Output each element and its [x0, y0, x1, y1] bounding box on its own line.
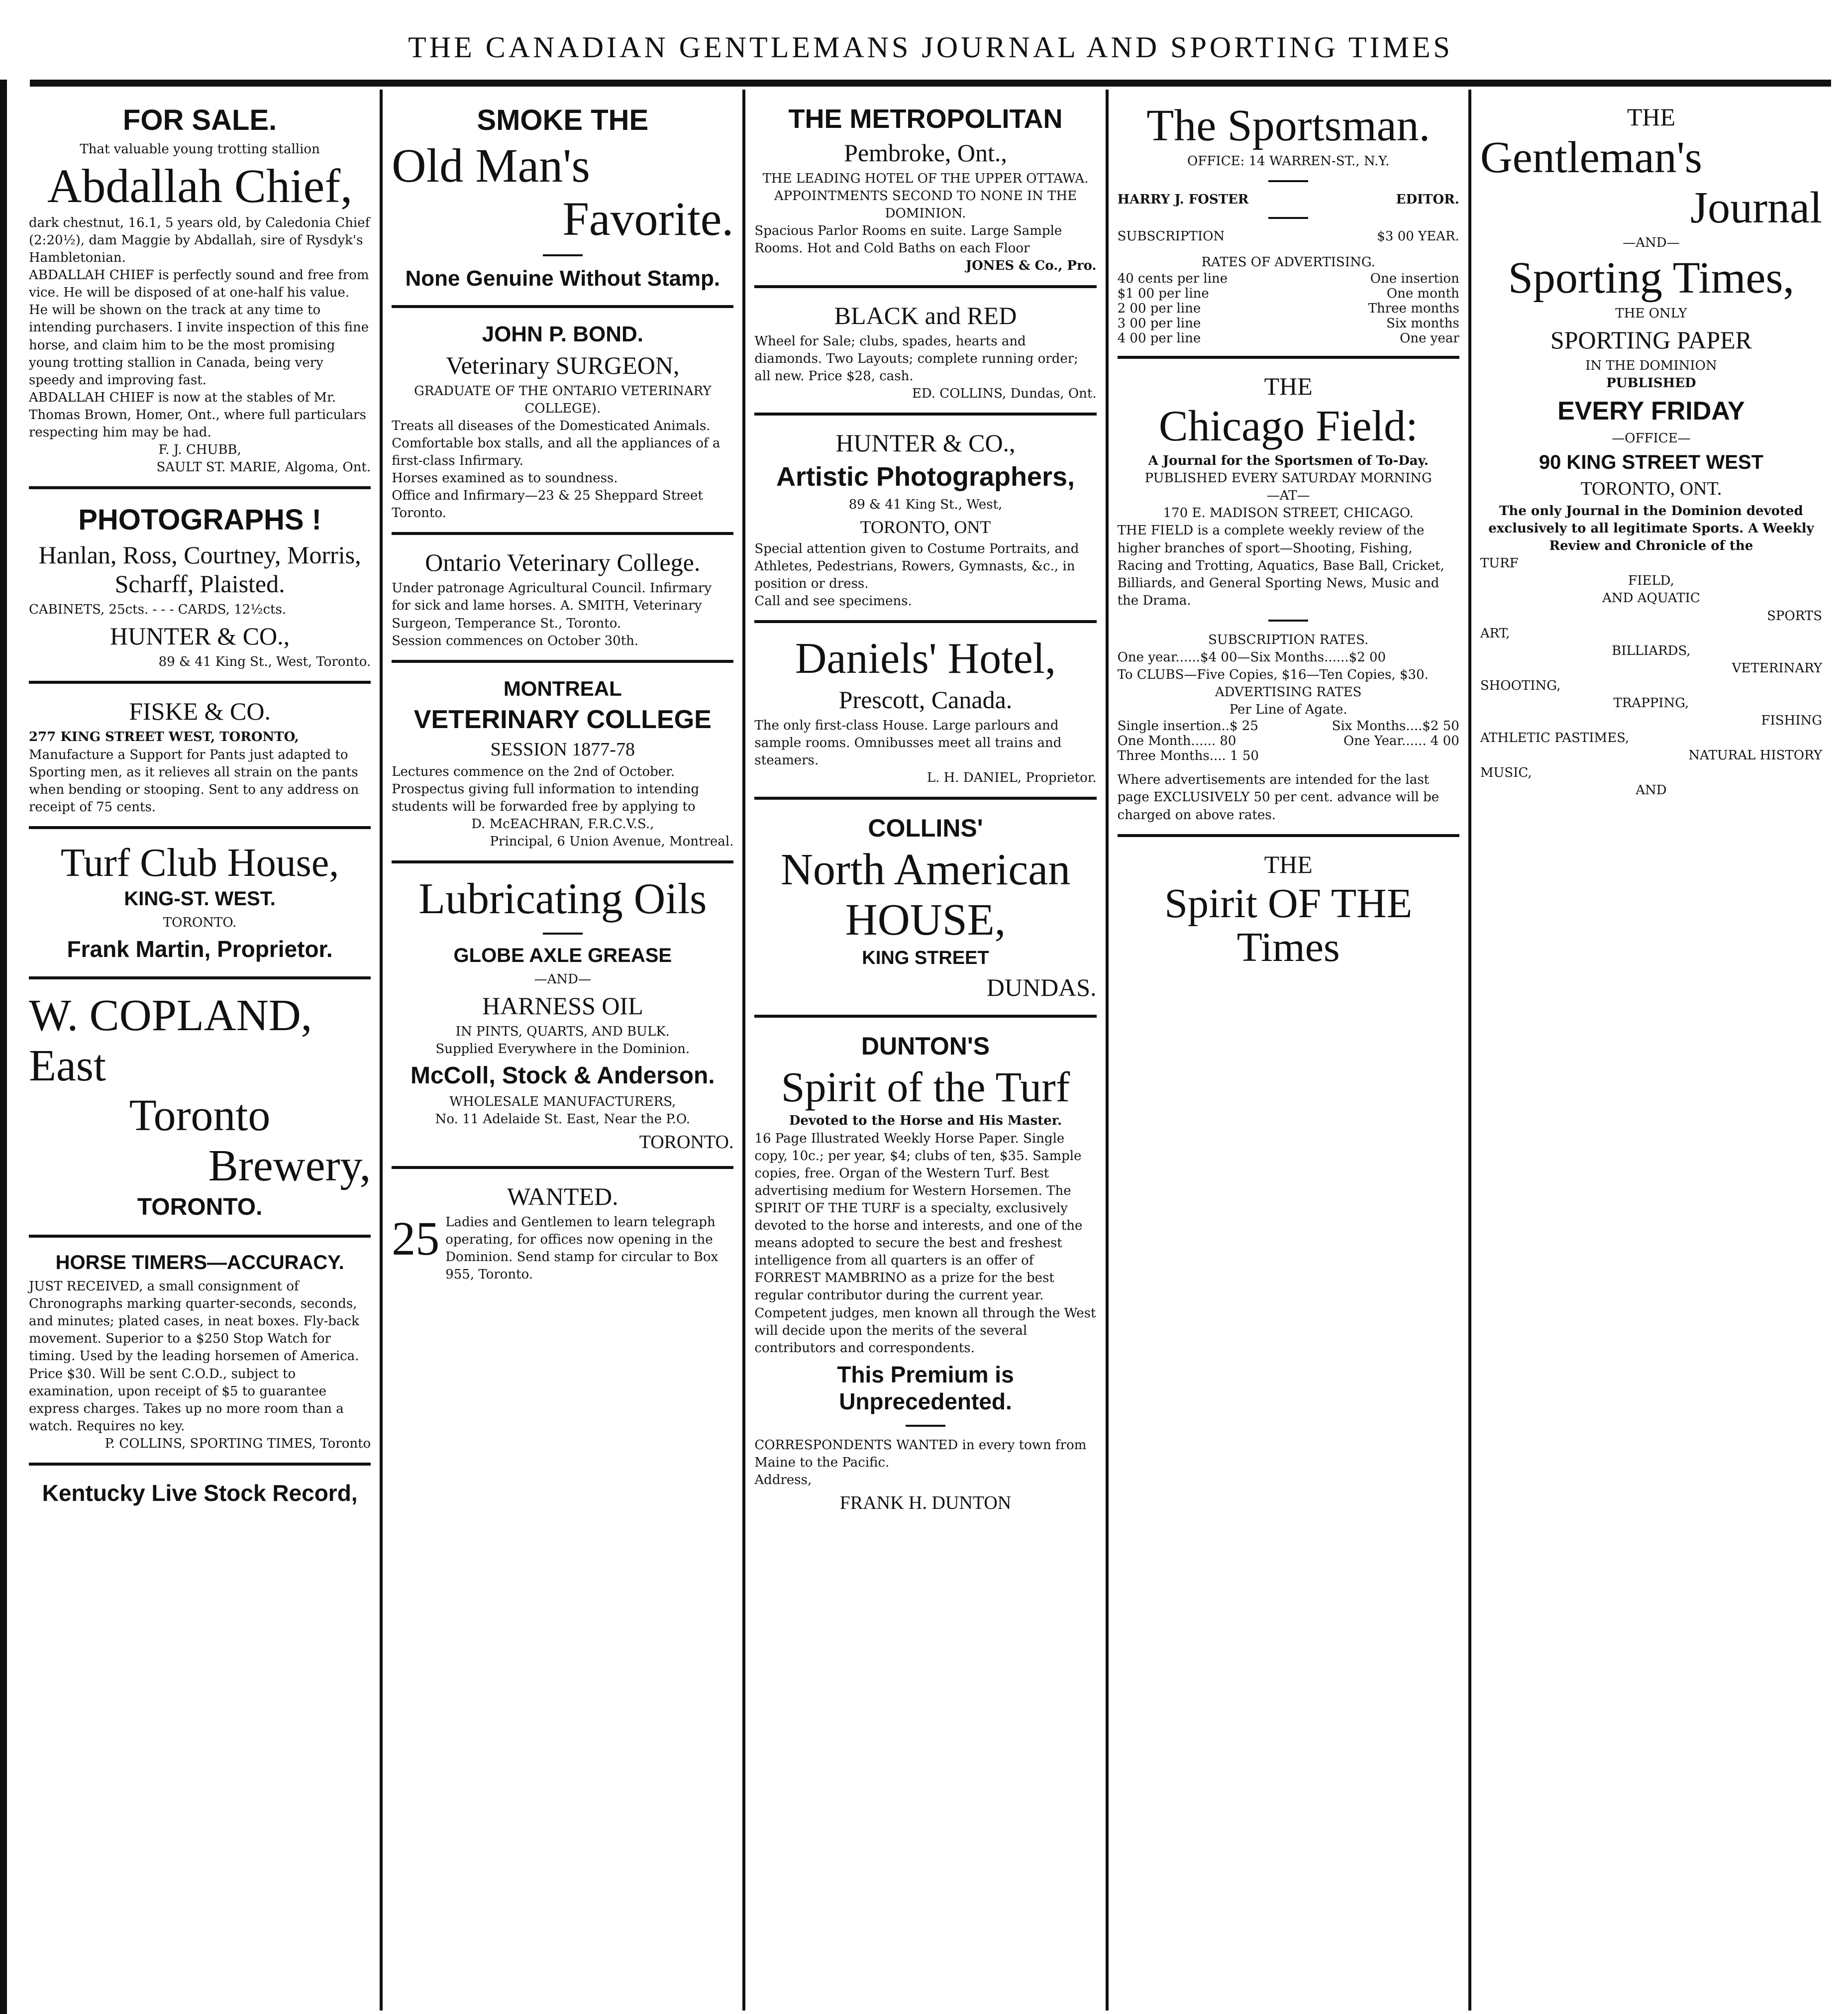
ad-title: Spirit OF THE Times: [1164, 880, 1413, 970]
subscription-row: [1118, 229, 1459, 244]
topic-field: FIELD,: [1628, 573, 1674, 589]
ad-title: HUNTER & CO.,: [835, 428, 1016, 457]
subscription-price: $3 00 YEAR.: [1377, 228, 1459, 244]
ad-ontario-vet-college: [392, 535, 733, 662]
horse-description: dark chestnut, 16.1, 5 years old, by Caledonia Chief (2:20½), dam Maggie by Abdallah, sire of Rysdyk's Hambletonian.: [29, 215, 370, 266]
ad-title: W. COPLAND,: [29, 991, 312, 1041]
hunter-address: 89 & 41 King St., West,: [848, 497, 1003, 512]
collins-house: HOUSE,: [845, 895, 1006, 945]
premium-line: This Premium is Unprecedented.: [837, 1361, 1014, 1414]
friday-line: EVERY FRIDAY: [1557, 396, 1745, 425]
rate-term: One year: [1400, 330, 1459, 346]
mvc-description: Lectures commence on the 2nd of October. Prospectus giving full information to intending students will be forwarded free by applying to: [392, 764, 700, 814]
rate-row: [1118, 286, 1459, 301]
topic-veterinary: VETERINARY: [1732, 660, 1823, 676]
column-5: [1471, 90, 1831, 2011]
masthead-rule: [30, 80, 1831, 87]
devoted-line: Devoted to the Horse and His Master.: [789, 1113, 1062, 1129]
genuine-notice: None Genuine Without Stamp.: [405, 266, 720, 291]
hunter-call: Call and see specimens.: [754, 594, 912, 609]
hunter-description: Special attention given to Costume Portraits, and Athletes, Pedestrians, Rowers, Gymnasts, &c., in position or dress.: [754, 541, 1079, 592]
ad-title: PHOTOGRAPHS !: [78, 504, 321, 536]
paper-line: SPORTING PAPER: [1550, 325, 1752, 354]
ad-title: THE METROPOLITAN: [788, 104, 1063, 134]
toronto-line: TORONTO, ONT.: [1580, 478, 1722, 499]
dominion-line: IN THE DOMINION: [1585, 358, 1717, 373]
field-at: —AT—: [1266, 488, 1310, 504]
divider: [1268, 620, 1308, 622]
field-published: PUBLISHED EVERY SATURDAY MORNING: [1144, 471, 1432, 486]
agate-row: [1118, 734, 1459, 748]
agate-cell: One Month...... 80: [1117, 734, 1236, 749]
horse-note: ABDALLAH CHIEF is perfectly sound and free from vice. He will be disposed of at one-half his value. He will be shown on the track at any time to intending purchasers. I invite inspection of this fine horse, and claim him to be the most promising young trotting stallion in Canada, being very speedy and improving fast.: [29, 268, 369, 388]
topic-aquatic: AND AQUATIC: [1602, 591, 1700, 606]
agate-row: [1118, 719, 1459, 734]
ad-title: Ontario Veterinary College.: [425, 548, 701, 577]
agate-cell: Three Months.... 1 50: [1117, 748, 1259, 764]
the-label: THE: [1627, 103, 1676, 131]
ad-hunter-co: [754, 416, 1096, 623]
journal-description: The only Journal in the Dominion devoted exclusively to all legitimate Sports. A Weekly Review and Chronicle of the: [1488, 503, 1814, 554]
agate-label: Per Line of Agate.: [1229, 702, 1347, 718]
rate-price: 40 cents per line: [1117, 271, 1228, 286]
and-line: —AND—: [1623, 235, 1680, 250]
spirit-turf: Spirit of the Turf: [781, 1063, 1070, 1111]
ad-title: The Sportsman.: [1146, 101, 1431, 150]
rate-price: $1 00 per line: [1117, 286, 1209, 301]
agate-cell: One Year...... 4 00: [1343, 734, 1459, 749]
timers-from: P. COLLINS, SPORTING TIMES, Toronto: [104, 1436, 371, 1451]
copland-line: Brewery,: [208, 1141, 371, 1190]
timers-description: JUST RECEIVED, a small consignment of Chronographs marking quarter-seconds, seconds, and minutes; plated cases, in neat boxes. Fly-back movement. Superior to a $250 Stop Watch for timing. Used by the leading horsemen of America. Price $30. Will be sent C.O.D., subject to examination, upon receipt of $5 to guarantee express charges. Takes up no more room than a watch. Requires no key.: [29, 1279, 359, 1434]
ad-chicago-field: [1118, 359, 1459, 837]
rates-title: RATES OF ADVERTISING.: [1201, 254, 1375, 270]
collins-dundas: DUNDAS.: [986, 973, 1097, 1002]
topic-art: ART,: [1480, 626, 1510, 641]
oils-city: TORONTO.: [639, 1132, 734, 1153]
column-3: [745, 90, 1108, 2011]
column-1: [20, 90, 383, 2011]
photo-names: Hanlan, Ross, Courtney, Morris, Scharff, Plaisted.: [38, 541, 361, 598]
ad-copland: [29, 979, 371, 1238]
daniels-city: Prescott, Canada.: [838, 685, 1013, 714]
copland-city: TORONTO.: [137, 1194, 263, 1221]
ad-fiske: [29, 684, 371, 829]
only-line: THE ONLY: [1615, 306, 1687, 321]
ad-lubricating-oils: [392, 863, 733, 1169]
king-address: 90 KING STREET WEST: [1539, 451, 1763, 473]
columns: [20, 90, 1831, 2011]
turf-city: TORONTO.: [163, 915, 237, 930]
ad-title: Chicago Field:: [1158, 402, 1418, 450]
turf-street: KING-ST. WEST.: [124, 887, 276, 910]
ad-photographs: [29, 489, 371, 684]
daniels-description: The only first-class House. Large parlours and sample rooms. Omnibusses meet all trains and steamers.: [754, 718, 1062, 768]
topic-athletic: ATHLETIC PASTIMES,: [1480, 731, 1630, 746]
ad-turf-club: [29, 829, 371, 979]
metro-proprietor: JONES & Co., Pro.: [965, 258, 1097, 274]
topic-shooting: SHOOTING,: [1480, 678, 1561, 693]
metro-city: Pembroke, Ont.,: [844, 139, 1007, 167]
field-address: 170 E. MADISON STREET, CHICAGO.: [1163, 506, 1414, 521]
topic-fishing: FISHING: [1761, 713, 1823, 729]
vet-office: Office and Infirmary—23 & 25 Sheppard Street Toronto.: [392, 488, 703, 521]
ad-horse-timers: [29, 1238, 371, 1466]
journal-title: Sporting Times,: [1508, 253, 1795, 303]
editor-label: EDITOR.: [1396, 192, 1459, 207]
turf-proprietor: Frank Martin, Proprietor.: [67, 936, 333, 962]
rate-term: Six months: [1386, 316, 1459, 331]
metro-description: THE LEADING HOTEL OF THE UPPER OTTAWA. APPOINTMENTS SECOND TO NONE IN THE DOMINION.: [762, 171, 1089, 221]
ad-wanted: [392, 1169, 733, 1293]
rate-term: One month: [1386, 286, 1459, 301]
vet-graduate: GRADUATE OF THE ONTARIO VETERINARY COLLEGE).: [414, 383, 712, 416]
horse-name: Abdallah Chief,: [47, 159, 353, 213]
field-journal: A Journal for the Sportsmen of To-Day.: [1148, 453, 1429, 469]
topic-trapping: TRAPPING,: [1613, 696, 1689, 711]
agate-cell: Single insertion..$ 25: [1117, 719, 1258, 734]
harness-oil: HARNESS OIL: [482, 991, 643, 1020]
office-line: —OFFICE—: [1612, 430, 1691, 446]
divider: [543, 933, 583, 935]
stable-note: ABDALLAH CHIEF is now at the stables of Mr. Thomas Brown, Homer, Ont., where full particulars respecting him may be had.: [29, 390, 366, 440]
rate-term: One insertion: [1370, 271, 1459, 286]
vet-soundness: Horses examined as to soundness.: [392, 471, 618, 486]
copland-line: East: [29, 1041, 106, 1090]
ovc-session: Session commences on October 30th.: [392, 633, 639, 648]
vet-title: Veterinary SURGEON,: [446, 351, 680, 379]
ad-sportsman: [1118, 90, 1459, 359]
ad-title: FISKE & CO.: [129, 697, 271, 726]
field-description: THE FIELD is a complete weekly review of the higher branches of sport—Shooting, Fishing, Racing and Trotting, Aquatics, Base Ball, Cricket, Billiards, and General Sporting News, Music and the Drama.: [1117, 523, 1444, 608]
rate-row: [1118, 331, 1459, 346]
rates-table: [1118, 271, 1459, 346]
ad-title: BLACK and RED: [834, 301, 1017, 329]
rate-row: [1118, 316, 1459, 331]
mvc-session: SESSION 1877-78: [490, 739, 635, 760]
ad-title: Turf Club House,: [60, 841, 339, 885]
divider: [906, 1425, 945, 1427]
ad-title: MONTREAL: [503, 676, 622, 700]
ad-title: JOHN P. BOND.: [482, 321, 643, 346]
topic-music: MUSIC,: [1480, 765, 1532, 781]
topic-natural: NATURAL HISTORY: [1688, 748, 1823, 763]
rate-term: Three months: [1368, 301, 1459, 316]
product-name: Old Man's: [392, 139, 590, 192]
rate-price: 4 00 per line: [1117, 330, 1201, 346]
fiske-description: Manufacture a Support for Pants just adapted to Sporting men, as it relieves all strain on the pants when bending or stooping. Sent to any address on receipt of 75 cents.: [29, 747, 359, 815]
column-4: [1109, 90, 1471, 2011]
wholesale-line: WHOLESALE MANUFACTURERS,: [449, 1094, 676, 1109]
artistic-title: Artistic Photographers,: [776, 461, 1075, 492]
mvc-name: VETERINARY COLLEGE: [413, 705, 712, 734]
ad-metropolitan: [754, 90, 1096, 288]
ad-gentlemans-journal: [1480, 90, 1822, 810]
topic-and: AND: [1636, 783, 1667, 798]
owner-name: F. J. CHUBB,: [158, 442, 241, 458]
photo-prices: CABINETS, 25cts. - - - CARDS, 12½cts.: [29, 602, 287, 618]
the-label: THE: [1264, 372, 1313, 400]
ad-title: FOR SALE.: [122, 104, 277, 136]
ad-montreal-vet-college: [392, 663, 733, 863]
rate-row: [1118, 271, 1459, 286]
divider: [543, 254, 583, 256]
product-name: Favorite.: [562, 192, 734, 245]
ad-title: Daniels' Hotel,: [795, 635, 1056, 683]
journal-title: Gentleman's: [1480, 133, 1702, 182]
ad-title: HORSE TIMERS—ACCURACY.: [55, 1252, 344, 1274]
agate-cell: Six Months....$2 50: [1332, 719, 1459, 734]
mccoll-name: McColl, Stock & Anderson.: [410, 1062, 715, 1089]
adelaide-address: No. 11 Adelaide St. East, Near the P.O.: [435, 1111, 690, 1127]
rate-price: 3 00 per line: [1117, 316, 1201, 331]
ad-title: Lubricating Oils: [418, 875, 707, 924]
subscription-label: SUBSCRIPTION: [1117, 228, 1225, 244]
rate-price: 2 00 per line: [1117, 301, 1201, 316]
sub-line: One year......$4 00—Six Months......$2 00: [1117, 650, 1386, 665]
ad-title: COLLINS': [868, 814, 983, 843]
divider: [1268, 217, 1308, 219]
mvc-address: Principal, 6 Union Avenue, Montreal.: [490, 834, 734, 849]
ad-for-sale: [29, 90, 371, 489]
ad-title: SMOKE THE: [477, 104, 649, 136]
ad-john-bond: [392, 308, 733, 535]
ad-subtitle: That valuable young trotting stallion: [80, 142, 320, 157]
black-from: ED. COLLINS, Dundas, Ont.: [912, 386, 1097, 401]
adv-rates-title: ADVERTISING RATES: [1215, 685, 1362, 700]
ad-old-mans-favorite: [392, 90, 733, 308]
ad-title: DUNTON'S: [861, 1032, 990, 1060]
rate-row: [1118, 301, 1459, 316]
wanted-description: Ladies and Gentlemen to learn telegraph operating, for offices now opening in the Dominion. Send stamp for circular to Box 955, Toronto.: [445, 1215, 719, 1282]
sub-line: To CLUBS—Five Copies, $16—Ten Copies, $30.: [1117, 667, 1429, 683]
dunton-name: FRANK H. DUNTON: [839, 1492, 1012, 1514]
fiske-address: 277 KING STREET WEST, TORONTO,: [29, 730, 299, 745]
photo-address: 89 & 41 King St., West, Toronto.: [158, 654, 371, 670]
editor-row: [1118, 192, 1459, 207]
copland-line: Toronto: [129, 1091, 271, 1141]
published-line: PUBLISHED: [1606, 375, 1696, 391]
ad-title: WANTED.: [507, 1182, 618, 1211]
address-label: Address,: [754, 1472, 812, 1487]
owner-place: SAULT ST. MARIE, Algoma, Ont.: [156, 460, 371, 475]
topic-billiards: BILLIARDS,: [1612, 643, 1691, 658]
sub-rates-title: SUBSCRIPTION RATES.: [1208, 632, 1369, 647]
black-description: Wheel for Sale; clubs, spades, hearts and diamonds. Two Layouts; complete running order; all new. Price $28, cash.: [754, 333, 1078, 384]
mvc-principal-name: D. McEACHRAN, F.R.C.V.S.,: [471, 817, 654, 832]
ovc-description: Under patronage Agricultural Council. Infirmary for sick and lame horses. A. SMITH, Veterinary Surgeon, Temperance St., Toronto.: [392, 581, 712, 631]
journal-title: Journal: [1690, 183, 1823, 232]
collins-king: KING STREET: [862, 948, 989, 969]
pints-line: IN PINTS, QUARTS, AND BULK.: [455, 1024, 670, 1039]
sportsman-office: OFFICE: 14 WARREN-ST., N.Y.: [1187, 153, 1390, 169]
collins-north: North American: [780, 845, 1071, 895]
ad-black-and-red: [754, 288, 1096, 416]
ad-spirit-times: [1118, 837, 1459, 982]
last-page-note: Where advertisements are intended for the last page EXCLUSIVELY 50 per cent. advance will be charged on above rates.: [1117, 772, 1439, 823]
divider: [1268, 180, 1308, 182]
spirit-description: 16 Page Illustrated Weekly Horse Paper. Single copy, 10c.; per year, $4; clubs of ten, $35. Sample copies, free. Organ of the Western Turf. Best advertising medium for Western Horsemen. The SPIRIT OF THE TURF is a specialty, exclusively devoted to the horse and interests, and one of the means adopted to secure the best and freshest intelligence from all quarters is an offer of FORREST MAMBRINO as a prize for the best regular contributor during the current year. Competent judges, men known all through the West will decide upon the merits of the several contributors and correspondents.: [754, 1131, 1096, 1356]
ad-dunton: [754, 1018, 1096, 1527]
ad-kentucky: [29, 1466, 371, 1520]
daniels-proprietor: L. H. DANIEL, Proprietor.: [926, 770, 1097, 786]
topic-turf: TURF: [1480, 556, 1519, 571]
hunter-city: TORONTO, ONT: [860, 517, 991, 537]
globe-grease: GLOBE AXLE GREASE: [453, 944, 672, 966]
metro-rooms: Spacious Parlor Rooms en suite. Large Sample Rooms. Hot and Cold Baths on each Floor: [754, 223, 1062, 256]
photo-firm: HUNTER & CO.,: [110, 622, 290, 650]
correspondents-line: CORRESPONDENTS WANTED in every town from Maine to the Pacific.: [754, 1437, 1087, 1470]
the-label: THE: [1264, 850, 1313, 878]
ad-collins: [754, 800, 1096, 1018]
ad-title: Kentucky Live Stock Record,: [42, 1480, 358, 1506]
masthead: THE CANADIAN GENTLEMANS JOURNAL AND SPORTING TIMES: [408, 31, 1453, 64]
editor-name: HARRY J. FOSTER: [1117, 192, 1249, 207]
wanted-number: 25: [392, 1212, 440, 1266]
and-line: —AND—: [534, 971, 591, 987]
page-edge: [0, 80, 7, 2014]
vet-description: Treats all diseases of the Domesticated Animals. Comfortable box stalls, and all the appliances of a first-class Infirmary.: [392, 418, 720, 468]
topic-sports: SPORTS: [1767, 608, 1823, 624]
supplied-line: Supplied Everywhere in the Dominion.: [435, 1041, 690, 1057]
column-2: [383, 90, 745, 2011]
agate-row: [1118, 748, 1459, 763]
ad-daniels-hotel: [754, 623, 1096, 800]
